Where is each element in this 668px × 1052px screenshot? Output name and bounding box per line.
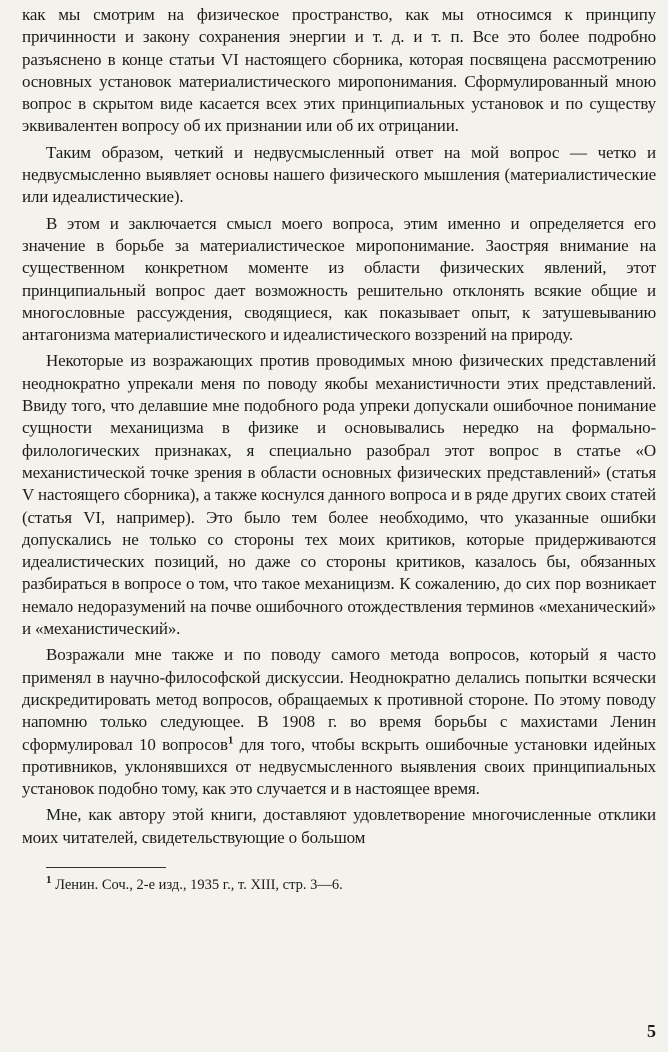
paragraph-5-text-after-note: для того, чтобы вскрыть ошибочные установки идейных противников, уклонявшихся от недвусмысленного выявления своих принципиальных установок подобно тому, как это случается и в настоящее время. — [22, 734, 656, 799]
footnote-mark: 1 — [46, 874, 52, 887]
paragraph-2: Таким образом, четкий и недвусмысленный ответ на мой вопрос — четко и недвусмысленно выявляет основы нашего физического мышления (материалистические или идеалистические). — [22, 142, 656, 207]
footnote-reference: 1 — [227, 733, 234, 746]
footnote-text: Ленин. Соч., 2-е изд., 1935 г., т. XIII, стр. 3—6. — [51, 876, 343, 893]
footnote — [46, 876, 656, 895]
body-text — [22, 4, 656, 849]
paragraph-4: Некоторые из возражающих против проводимых мною физических представлений неоднократно упрекали меня по поводу якобы механистичности этих представлений. Ввиду того, что делавшие мне подобного рода упреки допускали ошибочное понимание сущности механицизма в физике и основывались нередко на формально-филологических признаках, я специально разобрал этот вопрос в статье «О механистической точке зрения в области основных физических представлений» (статья V настоящего сборника), а также коснулся данного вопроса и в ряде других своих статей (статья VI, например). Это было тем более необходимо, что указанные ошибки допускались не только со стороны тех моих критиков, которые придерживаются идеалистических позиций, но даже со стороны критиков, казалось бы, обязанных разбираться в вопросе о том, что такое механицизм. К сожалению, до сих пор возникает немало недоразумений на почве ошибочного отождествления терминов «механический» и «механистический». — [22, 351, 656, 639]
paragraph-1: как мы смотрим на физическое пространство, как мы относимся к принципу причинности и закону сохранения энергии и т. д. и т. п. Все это более подробно разъяснено в конце статьи VI настоящего сборника, которая посвящена рассмотрению основных установок материалистического миропонимания. Сформулированный мною вопрос в скрытом виде касается всех этих принципиальных установок и по существу эквивалентен вопросу об их признании или об их отрицании. — [22, 5, 656, 136]
paragraph-5 — [22, 644, 656, 800]
footnote-divider — [46, 867, 166, 868]
paragraph-3: В этом и заключается смысл моего вопроса, этим именно и определяется его значение в борьбе за материалистическое миропонимание. Заостряя внимание на существенном конкретном моменте из области физических явлений, этот принципиальный вопрос дает возможность решительно отклонять всякие общие и многословные рассуждения, сводящиеся, как показывает опыт, к затушевыванию антагонизма материалистического и идеалистического воззрений на природу. — [22, 213, 656, 345]
paragraph-6: Мне, как автору этой книги, доставляют удовлетворение многочисленные отклики моих читателей, свидетельствующие о большом — [22, 805, 656, 847]
paragraph-5-text-before-note: Возражали мне также и по поводу самого метода вопросов, который я часто применял в научно-философской дискуссии. Неоднократно делались попытки всячески дискредитировать метод вопросов, обращаемых к противной стороне. По этому поводу напомню только следующее. В 1908 г. во время борьбы с махистами Ленин сформулировал 10 вопросов — [22, 645, 656, 754]
page-number: 5 — [647, 1021, 656, 1041]
